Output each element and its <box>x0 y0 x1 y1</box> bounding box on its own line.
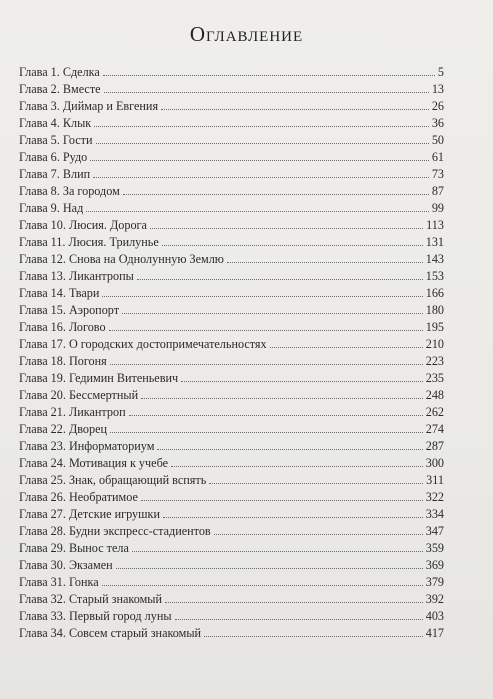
toc-entry-page-number: 195 <box>425 320 444 334</box>
toc-entry-page-number: 235 <box>425 371 444 385</box>
toc-entry-title: Глава 22. Дворец <box>19 422 108 436</box>
toc-entry-page-number: 311 <box>426 473 444 487</box>
toc-entry-page-number: 99 <box>431 201 444 215</box>
dot-leader <box>141 398 423 399</box>
toc-entry-title: Глава 20. Бессмертный <box>19 388 139 402</box>
toc-entry <box>19 608 444 625</box>
dot-leader <box>110 364 423 365</box>
dot-leader <box>162 245 423 246</box>
toc-entry-title: Глава 15. Аэропорт <box>19 303 120 317</box>
toc-entry <box>19 285 444 302</box>
toc-entry <box>19 234 444 251</box>
toc-entry-title: Глава 32. Старый знакомый <box>19 592 162 606</box>
toc-entry-page-number: 13 <box>431 82 444 96</box>
toc-entry-page-number: 5 <box>437 65 444 79</box>
toc-entry-page-number: 153 <box>425 269 444 283</box>
toc-entry-title: Глава 2. Вместе <box>19 82 101 96</box>
toc-entry-page-number: 322 <box>425 490 444 504</box>
toc-entry <box>19 591 444 608</box>
toc-entry-title: Глава 3. Диймар и Евгения <box>19 99 159 113</box>
toc-entry <box>19 353 444 370</box>
toc-entry-page-number: 248 <box>425 388 444 402</box>
toc-entry-title: Глава 26. Необратимое <box>19 490 138 504</box>
dot-leader <box>116 568 423 569</box>
dot-leader <box>209 483 423 484</box>
toc-entry <box>19 404 444 421</box>
toc-entry <box>19 302 444 319</box>
toc-entry-page-number: 403 <box>425 609 444 623</box>
dot-leader <box>96 143 429 144</box>
toc-entry-title: Глава 11. Люсия. Трилунье <box>19 235 159 249</box>
dot-leader <box>86 211 429 212</box>
toc-entry <box>19 132 444 149</box>
toc-entry-title: Глава 17. О городских достопримечательностях <box>19 337 267 351</box>
dot-leader <box>161 109 429 110</box>
toc-entry-title: Глава 25. Знак, обращающий вспять <box>19 473 207 487</box>
toc-entry-page-number: 347 <box>425 524 444 538</box>
toc-entry <box>19 251 444 268</box>
toc-entry <box>19 166 444 183</box>
toc-entry-title: Глава 24. Мотивация к учебе <box>19 456 169 470</box>
toc-entry-title: Глава 19. Гедимин Витеньевич <box>19 371 179 385</box>
dot-leader <box>132 551 423 552</box>
dot-leader <box>150 228 423 229</box>
toc-entry-page-number: 143 <box>425 252 444 266</box>
toc-entry-page-number: 180 <box>425 303 444 317</box>
toc-entry-page-number: 417 <box>425 626 444 640</box>
toc-entry-page-number: 166 <box>425 286 444 300</box>
toc-entry-title: Глава 8. За городом <box>19 184 120 198</box>
toc-entry-page-number: 26 <box>431 99 444 113</box>
toc-entry-page-number: 392 <box>425 592 444 606</box>
toc-entry-page-number: 379 <box>425 575 444 589</box>
toc-entry-page-number: 359 <box>425 541 444 555</box>
dot-leader <box>102 585 423 586</box>
toc-entry-page-number: 50 <box>431 133 444 147</box>
dot-leader <box>102 296 422 297</box>
toc-entry <box>19 557 444 574</box>
toc-entry <box>19 438 444 455</box>
toc-entry-page-number: 113 <box>426 218 444 232</box>
toc-entry-page-number: 36 <box>431 116 444 130</box>
toc-entry-page-number: 87 <box>431 184 444 198</box>
dot-leader <box>94 126 429 127</box>
toc-entry <box>19 200 444 217</box>
toc-entry-title: Глава 33. Первый город луны <box>19 609 172 623</box>
table-of-contents <box>19 64 444 642</box>
toc-entry-page-number: 223 <box>425 354 444 368</box>
toc-entry <box>19 455 444 472</box>
dot-leader <box>163 517 423 518</box>
toc-entry-title: Глава 5. Гости <box>19 133 93 147</box>
toc-entry-title: Глава 6. Рудо <box>19 150 88 164</box>
dot-leader <box>110 432 423 433</box>
toc-entry-title: Глава 27. Детские игрушки <box>19 507 160 521</box>
toc-entry-title: Глава 12. Снова на Однолунную Землю <box>19 252 224 266</box>
dot-leader <box>129 415 423 416</box>
dot-leader <box>137 279 423 280</box>
toc-entry-page-number: 300 <box>425 456 444 470</box>
dot-leader <box>90 160 429 161</box>
dot-leader <box>104 92 429 93</box>
toc-entry-page-number: 274 <box>425 422 444 436</box>
toc-entry-title: Глава 18. Погоня <box>19 354 107 368</box>
toc-entry <box>19 370 444 387</box>
toc-entry <box>19 98 444 115</box>
dot-leader <box>122 313 423 314</box>
toc-entry <box>19 574 444 591</box>
dot-leader <box>227 262 423 263</box>
toc-entry-page-number: 287 <box>425 439 444 453</box>
toc-entry <box>19 489 444 506</box>
toc-entry <box>19 540 444 557</box>
toc-entry <box>19 523 444 540</box>
toc-entry <box>19 421 444 438</box>
toc-entry-page-number: 334 <box>425 507 444 521</box>
toc-entry <box>19 64 444 81</box>
dot-leader <box>270 347 423 348</box>
dot-leader <box>175 619 423 620</box>
toc-entry-page-number: 262 <box>425 405 444 419</box>
dot-leader <box>109 330 423 331</box>
toc-entry-title: Глава 34. Совсем старый знакомый <box>19 626 202 640</box>
toc-entry <box>19 472 444 489</box>
toc-entry <box>19 149 444 166</box>
dot-leader <box>214 534 423 535</box>
toc-entry-title: Глава 16. Логово <box>19 320 106 334</box>
toc-entry-title: Глава 29. Вынос тела <box>19 541 129 555</box>
toc-entry <box>19 319 444 336</box>
toc-entry-title: Глава 21. Ликантроп <box>19 405 126 419</box>
toc-entry-title: Глава 28. Будни экспресс-стадиентов <box>19 524 211 538</box>
toc-entry <box>19 336 444 353</box>
toc-entry-title: Глава 14. Твари <box>19 286 100 300</box>
page-title: Оглавление <box>189 22 304 46</box>
toc-entry-title: Глава 31. Гонка <box>19 575 99 589</box>
toc-entry <box>19 217 444 234</box>
dot-leader <box>141 500 423 501</box>
toc-entry-title: Глава 1. Сделка <box>19 65 100 79</box>
toc-entry-page-number: 210 <box>425 337 444 351</box>
toc-entry-page-number: 369 <box>425 558 444 572</box>
toc-entry <box>19 625 444 642</box>
toc-entry-title: Глава 9. Над <box>19 201 84 215</box>
dot-leader <box>171 466 423 467</box>
toc-entry-title: Глава 4. Клык <box>19 116 92 130</box>
toc-entry <box>19 506 444 523</box>
dot-leader <box>204 636 423 637</box>
toc-entry <box>19 81 444 98</box>
dot-leader <box>165 602 423 603</box>
dot-leader <box>157 449 422 450</box>
toc-entry-page-number: 131 <box>425 235 444 249</box>
dot-leader <box>123 194 429 195</box>
toc-entry-title: Глава 10. Люсия. Дорога <box>19 218 147 232</box>
toc-entry-title: Глава 13. Ликантропы <box>19 269 134 283</box>
dot-leader <box>181 381 423 382</box>
toc-entry-title: Глава 23. Информаториум <box>19 439 155 453</box>
toc-entry-title: Глава 30. Экзамен <box>19 558 113 572</box>
toc-entry <box>19 115 444 132</box>
toc-entry <box>19 268 444 285</box>
toc-entry-page-number: 61 <box>431 150 444 164</box>
dot-leader <box>93 177 429 178</box>
toc-entry <box>19 387 444 404</box>
dot-leader <box>103 75 435 76</box>
toc-entry-title: Глава 7. Влип <box>19 167 91 181</box>
toc-entry <box>19 183 444 200</box>
toc-entry-page-number: 73 <box>431 167 444 181</box>
